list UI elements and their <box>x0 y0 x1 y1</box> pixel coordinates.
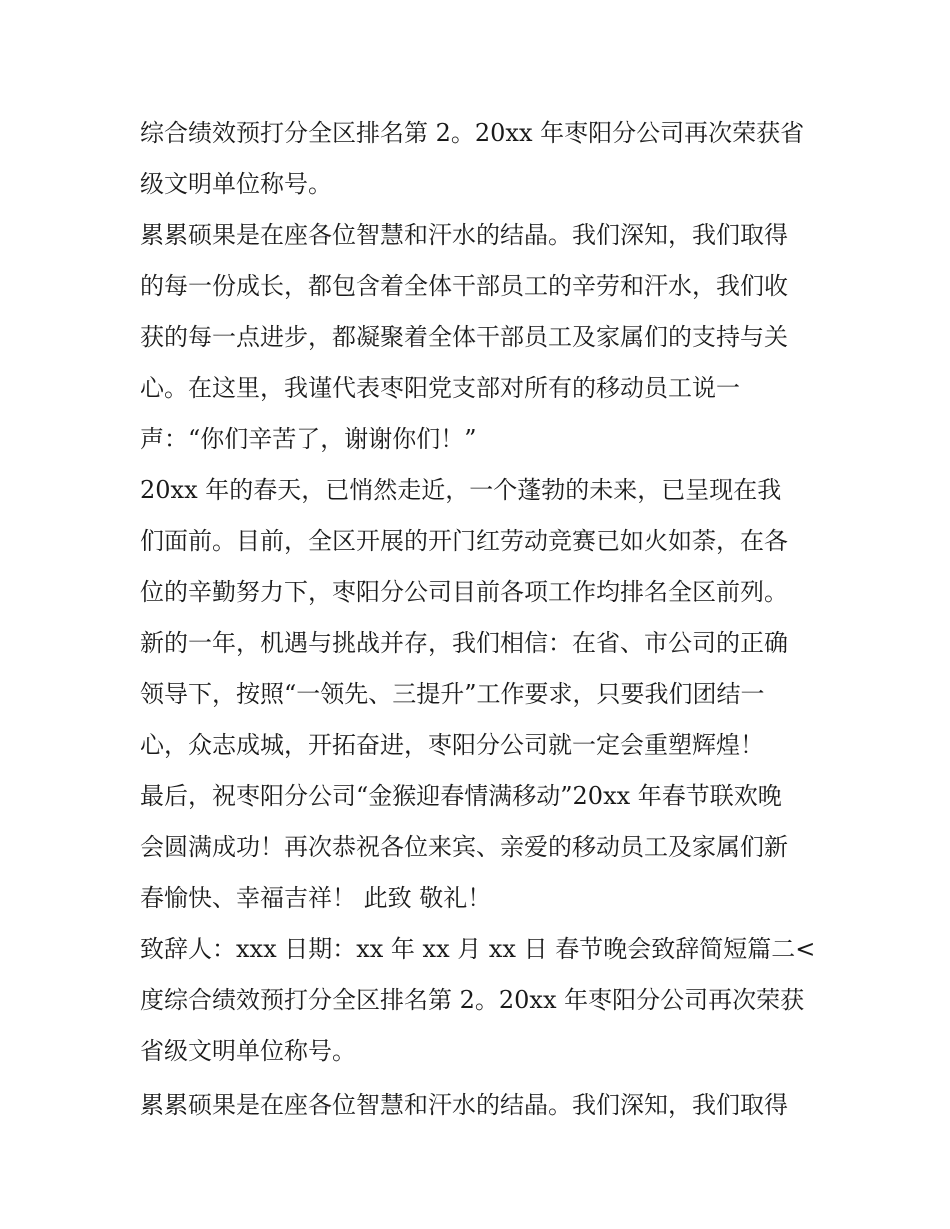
text-line: 新的一年，机遇与挑战并存，我们相信：在省、市公司的正确 <box>140 629 788 657</box>
text-line: 级文明单位称号。 <box>140 170 332 198</box>
text-line: 累累硕果是在座各位智慧和汗水的结晶。我们深知，我们取得 <box>140 221 788 249</box>
text-line: 春愉快、幸福吉祥！ 此致 敬礼！ <box>140 884 492 912</box>
text-line: 们面前。目前，全区开展的开门红劳动竞赛已如火如荼，在各 <box>140 527 788 555</box>
text-line: 20xx 年的春天，已悄然走近，一个蓬勃的未来，已呈现在我 <box>140 476 782 504</box>
text-line: 心，众志成城，开拓奋进，枣阳分公司就一定会重塑辉煌！ <box>140 731 764 759</box>
text-line: 领导下，按照“一领先、三提升”工作要求，只要我们团结一 <box>140 680 765 708</box>
text-line: 声：“你们辛苦了，谢谢你们！” <box>140 425 477 453</box>
text-line: 心。在这里，我谨代表枣阳党支部对所有的移动员工说一 <box>140 374 740 402</box>
text-line: 度综合绩效预打分全区排名第 2。20xx 年枣阳分公司再次荣获 <box>140 986 805 1014</box>
text-line: 累累硕果是在座各位智慧和汗水的结晶。我们深知，我们取得 <box>140 1091 788 1119</box>
text-line: 综合绩效预打分全区排名第 2。20xx 年枣阳分公司再次荣获省 <box>140 119 805 147</box>
text-line: 致辞人：xxx 日期：xx 年 xx 月 xx 日 春节晚会致辞简短篇二< <box>140 935 816 963</box>
text-line: 会圆满成功！再次恭祝各位来宾、亲爱的移动员工及家属们新 <box>140 833 788 861</box>
text-line: 的每一份成长，都包含着全体干部员工的辛劳和汗水，我们收 <box>140 272 788 300</box>
text-line: 省级文明单位称号。 <box>140 1037 356 1065</box>
text-line: 获的每一点进步，都凝聚着全体干部员工及家属们的支持与关 <box>140 323 788 351</box>
document-body <box>140 108 820 1131</box>
text-line: 最后，祝枣阳分公司“金猴迎春情满移动”20xx 年春节联欢晚 <box>140 782 782 810</box>
text-line: 位的辛勤努力下，枣阳分公司目前各项工作均排名全区前列。 <box>140 578 788 606</box>
